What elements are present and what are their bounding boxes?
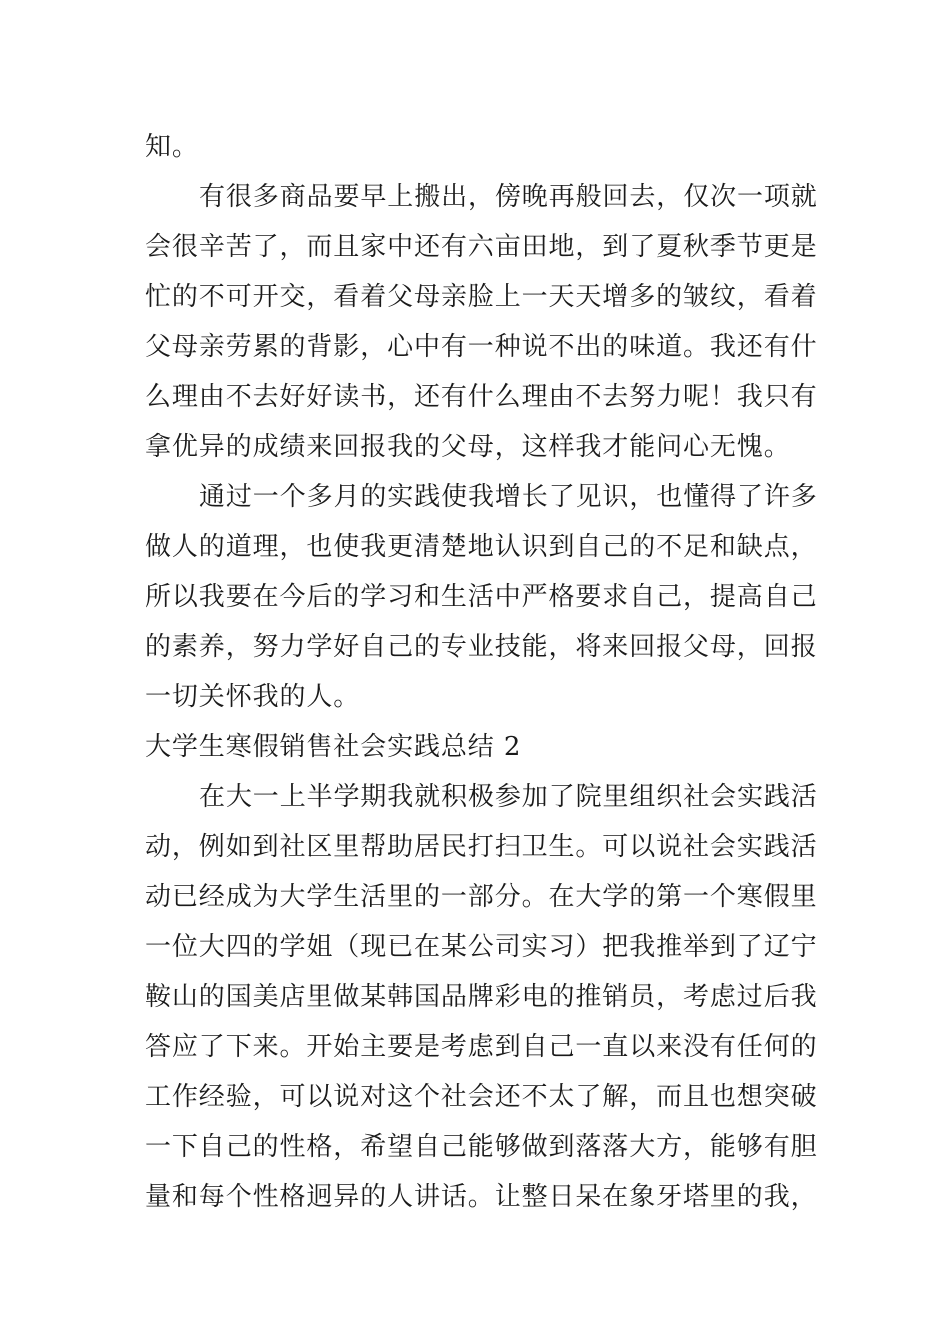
text-line: 量和每个性格迥异的人讲话。让整日呆在象牙塔里的我， bbox=[145, 1182, 818, 1212]
text-line: 忙的不可开交，看着父母亲脸上一天天增多的皱纹，看着 bbox=[145, 282, 818, 312]
text-line: 的素养，努力学好自己的专业技能，将来回报父母，回报 bbox=[145, 632, 818, 662]
text-line: 通过一个多月的实践使我增长了见识，也懂得了许多 bbox=[199, 482, 818, 512]
text-line: 会很辛苦了，而且家中还有六亩田地，到了夏秋季节更是 bbox=[145, 232, 818, 262]
text-line: 鞍山的国美店里做某韩国品牌彩电的推销员，考虑过后我 bbox=[145, 982, 818, 1012]
text-line: 知。 bbox=[145, 132, 199, 162]
text-line: 一位大四的学姐（现已在某公司实习）把我推举到了辽宁 bbox=[145, 932, 818, 962]
section-heading: 大学生寒假销售社会实践总结 2 bbox=[145, 732, 522, 762]
text-line: 么理由不去好好读书，还有什么理由不去努力呢！我只有 bbox=[145, 382, 818, 412]
text-line: 拿优异的成绩来回报我的父母，这样我才能问心无愧。 bbox=[145, 432, 791, 462]
text-line: 有很多商品要早上搬出，傍晚再般回去，仅次一项就 bbox=[199, 182, 818, 212]
text-line: 一下自己的性格，希望自己能够做到落落大方，能够有胆 bbox=[145, 1132, 818, 1162]
document-body bbox=[145, 122, 818, 1222]
text-line: 父母亲劳累的背影，心中有一种说不出的味道。我还有什 bbox=[145, 332, 818, 362]
text-line: 答应了下来。开始主要是考虑到自己一直以来没有任何的 bbox=[145, 1032, 818, 1062]
text-line: 工作经验，可以说对这个社会还不太了解，而且也想突破 bbox=[145, 1082, 818, 1112]
text-line: 动已经成为大学生活里的一部分。在大学的第一个寒假里 bbox=[145, 882, 818, 912]
text-line: 动，例如到社区里帮助居民打扫卫生。可以说社会实践活 bbox=[145, 832, 818, 862]
text-line: 所以我要在今后的学习和生活中严格要求自己，提高自己 bbox=[145, 582, 818, 612]
text-line: 做人的道理，也使我更清楚地认识到自己的不足和缺点， bbox=[145, 532, 818, 562]
text-line: 一切关怀我的人。 bbox=[145, 682, 361, 712]
text-line: 在大一上半学期我就积极参加了院里组织社会实践活 bbox=[199, 782, 818, 812]
